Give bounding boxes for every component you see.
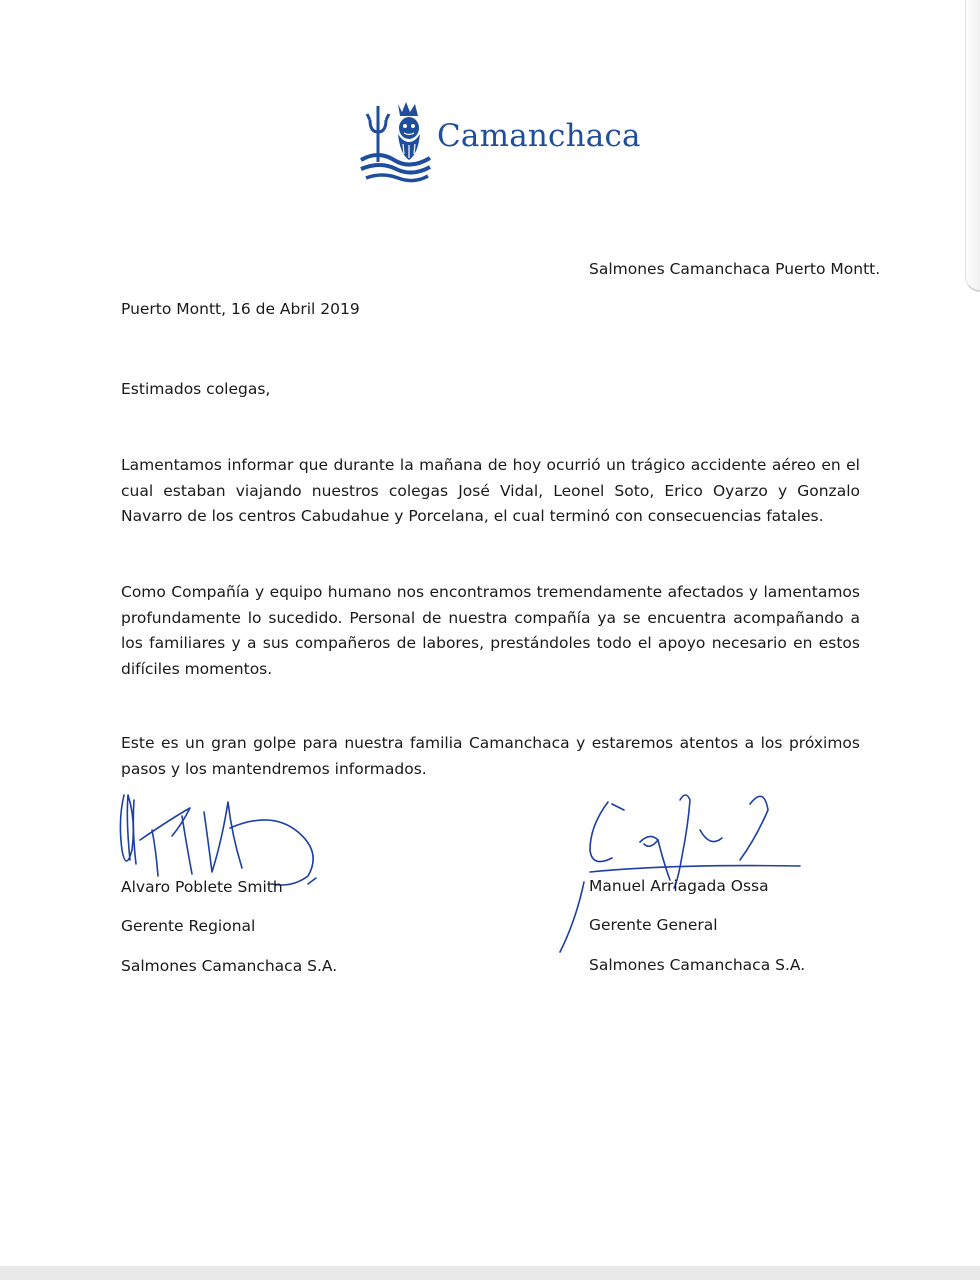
signatory-right-company: Salmones Camanchaca S.A. [589,956,806,974]
sender-line: Salmones Camanchaca Puerto Montt. [589,260,881,278]
body-paragraph-1: Lamentamos informar que durante la mañana de hoy ocurrió un trágico accidente aéreo en el cual estaban viajando nuestros colegas José Vidal, Leonel Soto, Erico Oyarzo y Gonzalo Navarro de los centros Cabudahue y Porcelana, el cual terminó con consecuencias fatales. [121,456,860,525]
salutation: Estimados colegas, [121,380,271,398]
signatory-left-title: Gerente Regional [121,917,256,935]
signatory-right-name: Manuel Arriagada Ossa [589,877,769,895]
signatory-left-name: Alvaro Poblete Smith [121,878,283,896]
company-logo [358,98,641,184]
logo-wordmark: Camanchaca [437,118,641,154]
signatory-right-title: Gerente General [589,916,718,934]
page-edge-curl [965,0,980,292]
neptune-emblem-icon [358,98,438,184]
body-paragraph-3: Este es un gran golpe para nuestra familia Camanchaca y estaremos atentos a los próximos pasos y los mantendremos informados. [121,734,860,778]
place-date: Puerto Montt, 16 de Abril 2019 [121,300,360,318]
bottom-strip [0,1266,980,1280]
signatory-left-company: Salmones Camanchaca S.A. [121,957,338,975]
body-paragraph-2: Como Compañía y equipo humano nos encontramos tremendamente afectados y lamentamos profundamente lo sucedido. Personal de nuestra compañía ya se encuentra acompañando a los familiares y a sus compañeros de labores, prestándoles todo el apoyo necesario en estos difíciles momentos. [121,583,860,678]
